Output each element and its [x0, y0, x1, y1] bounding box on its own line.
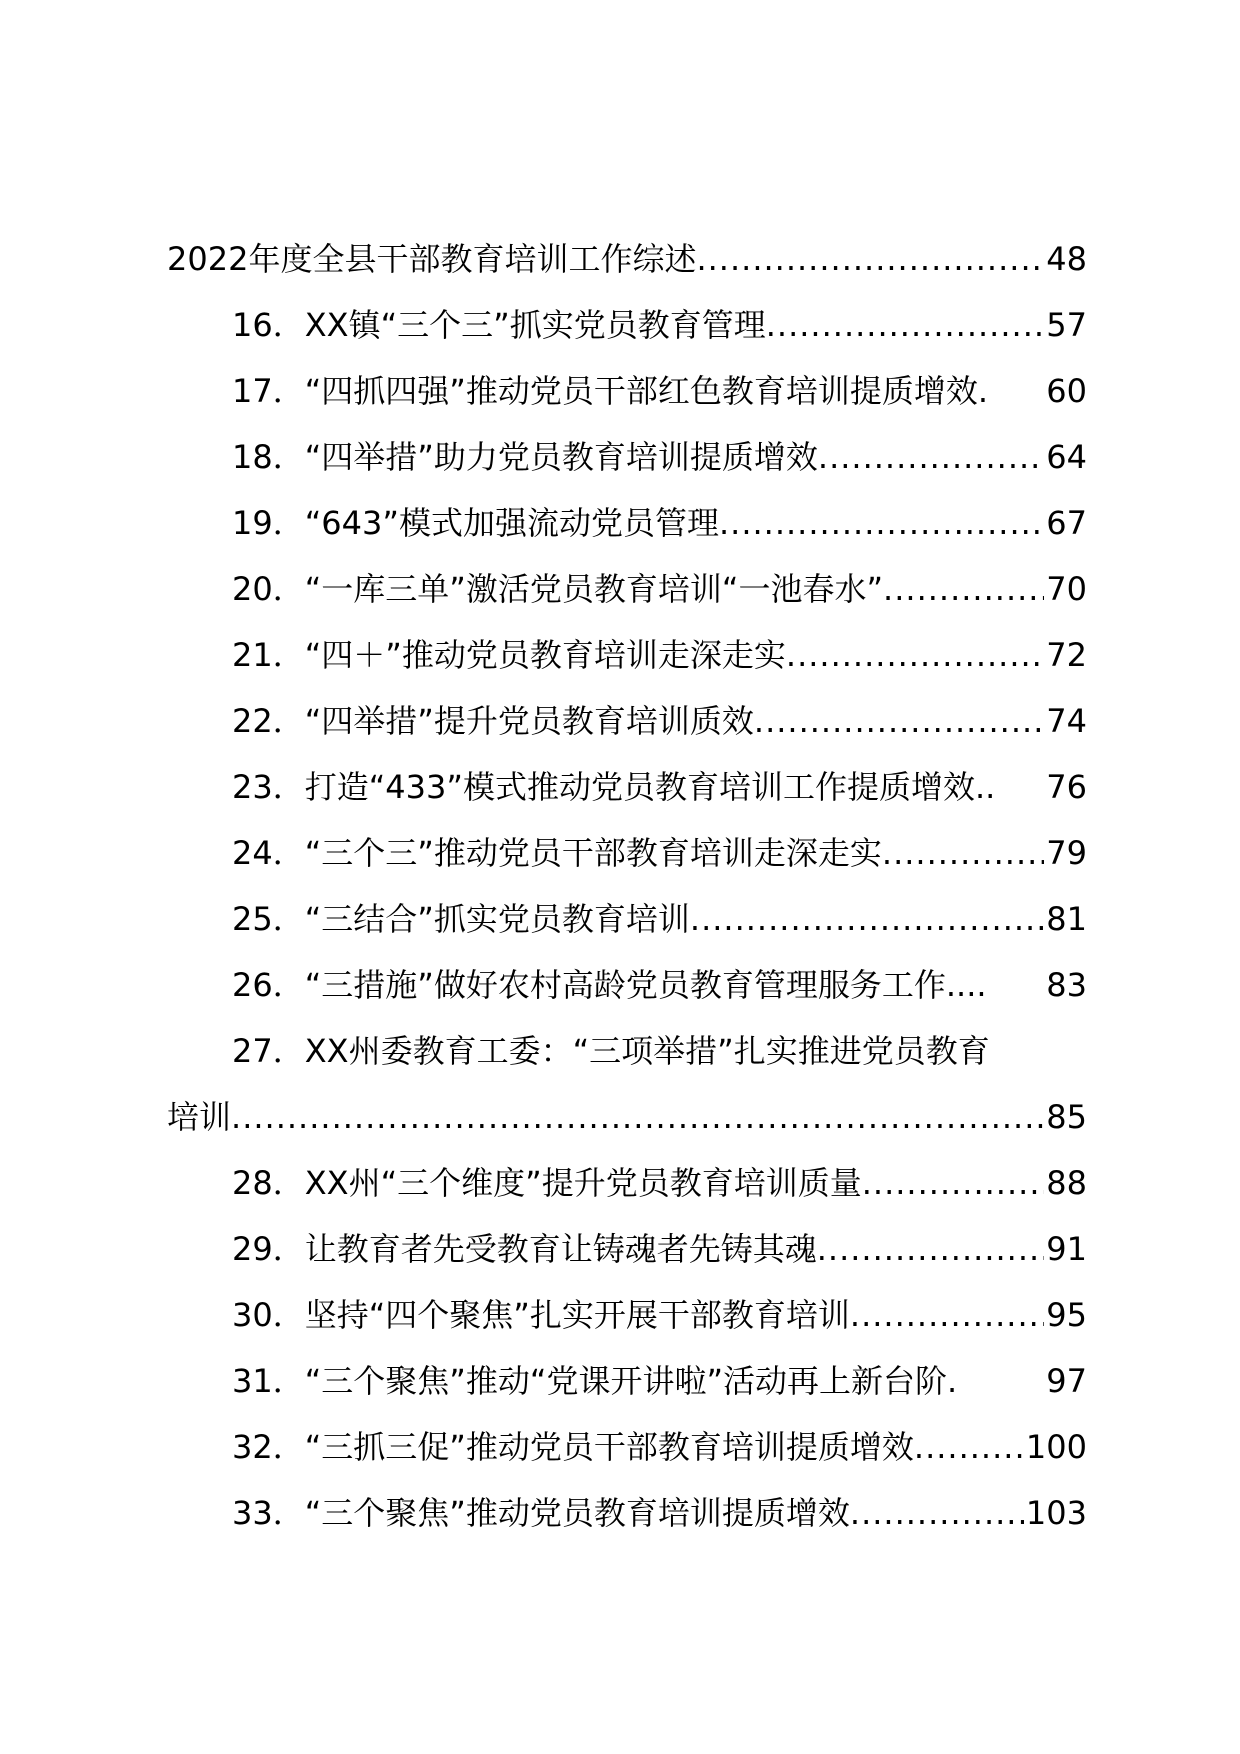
toc-entry-title: 23．打造“433”模式推动党员教育培训工作提质增效..: [232, 768, 996, 806]
toc-entry-title: 29．让教育者先受教育让铸魂者先铸其魂: [232, 1230, 817, 1268]
toc-entry[interactable]: [167, 688, 1087, 754]
toc-dot-leader: [850, 1282, 1044, 1348]
toc-entry-title: 培训: [167, 1098, 232, 1136]
toc-entry-page-number: 74: [1046, 702, 1087, 740]
toc-entry[interactable]: [167, 292, 1087, 358]
toc-dot-leader: [914, 1414, 1024, 1480]
toc-entry-page-number: 67: [1046, 504, 1087, 542]
toc-entry-page-number: 72: [1046, 636, 1087, 674]
toc-entry-page-number: 97: [1046, 1362, 1087, 1400]
toc-entry-title: 2022年度全县干部教育培训工作综述: [167, 240, 697, 278]
toc-entry-page-number: 60: [1046, 372, 1087, 410]
toc-entry-page-number: 103: [1025, 1494, 1087, 1532]
toc-entry-title: 28．XX州“三个维度”提升党员教育培训质量: [232, 1164, 862, 1202]
toc-entry-title: 18．“四举措”助力党员教育培训提质增效: [232, 438, 818, 476]
toc-dot-leader: [696, 226, 1044, 292]
toc-entry-page-number: 57: [1046, 306, 1087, 344]
toc-entry-title: 20．“一库三单”激活党员教育培训“一池春水”: [232, 570, 884, 608]
toc-entry-page-number: 83: [1046, 966, 1087, 1004]
toc-dot-leader: [231, 1084, 1044, 1150]
toc-entry-page-number: 91: [1046, 1230, 1087, 1268]
toc-dot-leader: [850, 1480, 1024, 1546]
toc-entry[interactable]: [167, 424, 1087, 490]
table-of-contents: [167, 226, 1087, 1546]
toc-entry-page-number: 76: [1046, 768, 1087, 806]
toc-dot-leader: [786, 622, 1044, 688]
toc-entry-title: 31．“三个聚焦”推动“党课开讲啦”活动再上新台阶.: [232, 1362, 958, 1400]
toc-dot-leader: [882, 820, 1044, 886]
toc-entry[interactable]: [167, 1084, 1087, 1150]
toc-dot-leader: [817, 1216, 1045, 1282]
toc-entry-page-number: 64: [1046, 438, 1087, 476]
toc-entry[interactable]: [167, 1414, 1087, 1480]
toc-entry-page-number: 79: [1046, 834, 1087, 872]
toc-dot-leader: [766, 292, 1045, 358]
toc-entry-page-number: 100: [1025, 1428, 1087, 1466]
toc-entry-title: 30．坚持“四个聚焦”扎实开展干部教育培训: [232, 1296, 850, 1334]
toc-entry-title: 33．“三个聚焦”推动党员教育培训提质增效: [232, 1494, 850, 1532]
toc-entry[interactable]: [167, 1216, 1087, 1282]
toc-dot-leader: [754, 688, 1044, 754]
toc-entry-page-number: 48: [1046, 240, 1087, 278]
toc-dot-leader: [719, 490, 1044, 556]
toc-entry[interactable]: [167, 226, 1087, 292]
toc-entry-page-number: 70: [1046, 570, 1087, 608]
toc-entry[interactable]: [167, 754, 1087, 820]
toc-entry[interactable]: [167, 1282, 1087, 1348]
toc-entry-title: 24．“三个三”推动党员干部教育培训走深走实: [232, 834, 882, 872]
toc-dot-leader: [818, 424, 1044, 490]
toc-entry-title: 27．XX州委教育工委：“三项举措”扎实推进党员教育: [232, 1032, 990, 1070]
toc-entry-title: 22．“四举措”提升党员教育培训质效: [232, 702, 754, 740]
toc-dot-leader: [862, 1150, 1045, 1216]
toc-entry-page-number: 95: [1046, 1296, 1087, 1334]
toc-entry[interactable]: [167, 820, 1087, 886]
toc-entry[interactable]: [167, 1480, 1087, 1546]
toc-entry-title: 16．XX镇“三个三”抓实党员教育管理: [232, 306, 766, 344]
toc-entry-page-number: 81: [1046, 900, 1087, 938]
toc-entry-title: 17．“四抓四强”推动党员干部红色教育培训提质增效.: [232, 372, 989, 410]
toc-entry[interactable]: [167, 1018, 1087, 1084]
toc-entry[interactable]: [167, 952, 1087, 1018]
toc-entry-title: 19．“643”模式加强流动党员管理: [232, 504, 719, 542]
toc-entry[interactable]: [167, 358, 1087, 424]
toc-entry[interactable]: [167, 622, 1087, 688]
toc-entry[interactable]: [167, 1150, 1087, 1216]
toc-entry[interactable]: [167, 1348, 1087, 1414]
toc-dot-leader: [883, 556, 1044, 622]
toc-entry-title: 21．“四＋”推动党员教育培训走深走实: [232, 636, 786, 674]
toc-entry-title: 32．“三抓三促”推动党员干部教育培训提质增效: [232, 1428, 914, 1466]
toc-entry-page-number: 88: [1046, 1164, 1087, 1202]
toc-entry[interactable]: [167, 556, 1087, 622]
toc-entry-title: 25．“三结合”抓实党员教育培训: [232, 900, 690, 938]
toc-entry[interactable]: [167, 490, 1087, 556]
toc-entry[interactable]: [167, 886, 1087, 952]
toc-entry-page-number: 85: [1046, 1098, 1087, 1136]
toc-entry-title: 26．“三措施”做好农村高龄党员教育管理服务工作....: [232, 966, 987, 1004]
toc-dot-leader: [690, 886, 1044, 952]
